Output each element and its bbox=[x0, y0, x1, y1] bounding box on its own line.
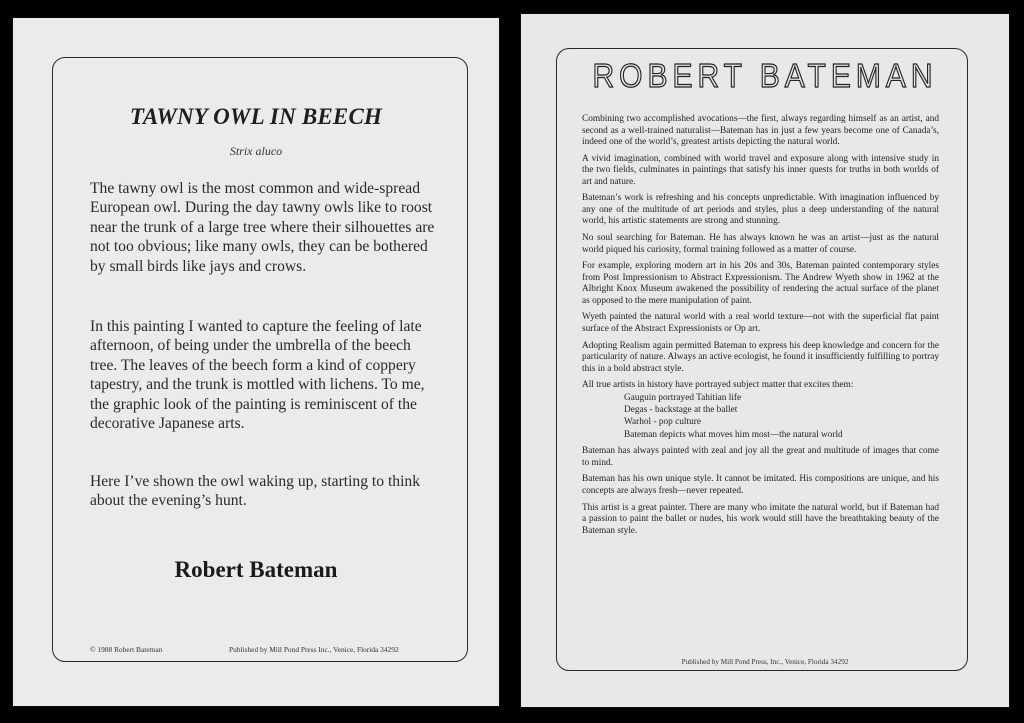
artist-name-heading: ROBERT BATEMAN bbox=[592, 57, 938, 95]
copyright-notice: © 1988 Robert Bateman bbox=[90, 645, 163, 654]
description-paragraph: Here I’ve shown the owl waking up, starting to think about the evening’s hunt. bbox=[90, 473, 421, 510]
list-item: Bateman depicts what moves him most—the natural world bbox=[624, 429, 843, 440]
description-paragraph: The tawny owl is the most common and wide-spread European owl. During the day tawny owls like to roost near the trunk of a large tree where their silhouettes are not too obvious; like many owls, they can be bothered by small birds like jays and crows. bbox=[90, 180, 435, 275]
biography-paragraph: Bateman has his own unique style. It cannot be imitated. His compositions are unique, and his concepts are always fresh—never repeated. bbox=[582, 474, 939, 496]
artwork-description-card bbox=[13, 18, 499, 706]
species-name: Strix aluco bbox=[229, 144, 283, 158]
artwork-title: TAWNY OWL IN BEECH bbox=[129, 104, 383, 129]
publisher-notice: Published by Mill Pond Press Inc., Venice, Florida 34292 bbox=[229, 645, 399, 654]
list-item: Warhol - pop culture bbox=[624, 417, 701, 428]
artist-signature: Robert Bateman bbox=[174, 557, 338, 582]
publisher-notice: Published by Mill Pond Press, Inc., Venice, Florida 34292 bbox=[681, 658, 849, 666]
artist-comparison-list bbox=[582, 392, 939, 441]
biography-paragraph: This artist is a great painter. There are many who imitate the natural world, but if Bateman had a passion to paint the ballet or nudes, his work would still have the breathtaking beauty of the Bateman style. bbox=[582, 502, 939, 536]
artist-biography-card bbox=[521, 14, 1009, 707]
biography-paragraph: All true artists in history have portrayed subject matter that excites them: bbox=[582, 380, 854, 391]
biography-paragraph: For example, exploring modern art in his 20s and 30s, Bateman painted contemporary styles from Post Impressionism to Abstract Expressionism. The Andrew Wyeth show in 1962 at the Albright Knox Museum awakened the possibility of rendering the actual surface of the planet as opposed to the mere manipulation of paint. bbox=[582, 261, 939, 306]
list-item: Degas - backstage at the ballet bbox=[624, 405, 738, 416]
description-paragraph: In this painting I wanted to capture the feeling of late afternoon, of being under the umbrella of the beech tree. The leaves of the beech form a kind of coppery tapestry, and the trunk is mottled with lichens. To me, the graphic look of the painting is reminiscent of the decorative Japanese arts. bbox=[90, 318, 425, 433]
biography-text bbox=[582, 114, 939, 542]
list-item: Gauguin portrayed Tahitian life bbox=[624, 392, 742, 403]
biography-paragraph: Adopting Realism again permitted Bateman to express his deep knowledge and concern for the particularity of nature. Always an active ecologist, he found it insufficiently fulfilling to portray this in a bold abstract style. bbox=[582, 340, 939, 374]
biography-paragraph: A vivid imagination, combined with world travel and exposure along with intensive study in the two fields, culminates in paintings that satisfy his inner quests for truths in both worlds of art and nature. bbox=[582, 153, 939, 187]
biography-paragraph: Combining two accomplished avocations—the first, always regarding himself as an artist, and second as a well-trained naturalist—Bateman has in just a few years become one of Canada’s, indeed one of the world’s, greatest artists depicting the natural world. bbox=[582, 114, 939, 147]
biography-paragraph: Bateman has always painted with zeal and joy all the great and multitude of images that come to mind. bbox=[582, 446, 939, 468]
biography-paragraph: Bateman’s work is refreshing and his concepts unpredictable. With imagination influenced by any one of the multitude of art periods and styles, plus a deep understanding of the natural world, his artistic statements are strong and stunning. bbox=[582, 193, 939, 227]
biography-paragraph: No soul searching for Bateman. He has always known he was an artist—just as the natural world piqued his curiosity, formal training followed as a matter of course. bbox=[582, 233, 939, 255]
biography-paragraph: Wyeth painted the natural world with a real world texture—not with the superficial flat paint surface of the Abstract Expressionists or Op art. bbox=[582, 312, 939, 334]
